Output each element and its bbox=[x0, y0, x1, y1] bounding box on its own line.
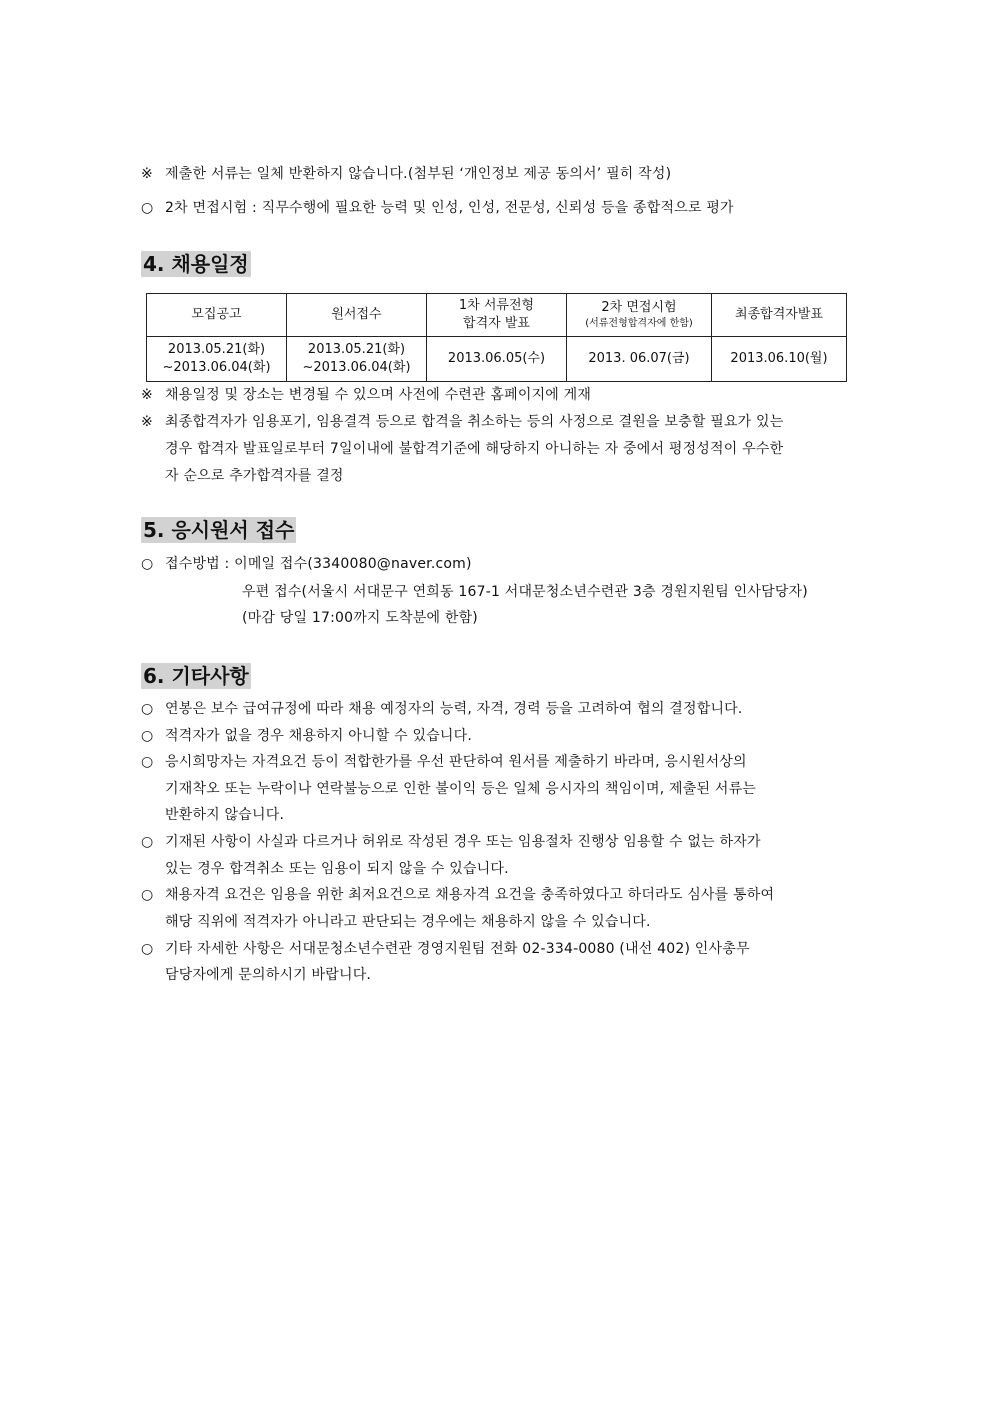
reference-mark: ※ bbox=[141, 387, 153, 403]
note-interview-criteria bbox=[141, 199, 734, 217]
cell-final-announcement: 2013.06.10(월) bbox=[712, 337, 847, 382]
circle-bullet: ○ bbox=[141, 200, 154, 216]
note-text: 기타 자세한 사항은 서대문청소년수련관 경영지원팀 전화 02-334-0080 (내선 402) 인사총무 bbox=[165, 941, 750, 957]
note-text: 채용일정 및 장소는 변경될 수 있으며 사전에 수련관 홈페이지에 게재 bbox=[165, 387, 592, 403]
note-documents-not-returned bbox=[141, 165, 671, 183]
etc-item bbox=[141, 940, 750, 958]
etc-item bbox=[141, 886, 774, 904]
schedule-table bbox=[146, 293, 847, 382]
header-second-round bbox=[567, 294, 712, 337]
etc-item-continued bbox=[141, 806, 284, 824]
section-5-heading: 5. 응시원서 접수 bbox=[143, 518, 295, 542]
note-text: 기재된 사항이 사실과 다르거나 허위로 작성된 경우 또는 임용절차 진행상 임용할 수 없는 하자가 bbox=[165, 834, 761, 850]
schedule-data-row bbox=[147, 337, 847, 382]
header-application: 원서접수 bbox=[287, 294, 427, 337]
submission-deadline-note: (마감 당일 17:00까지 도착분에 한함) bbox=[242, 610, 478, 626]
header-first-round bbox=[427, 294, 567, 337]
cell-recruit-notice bbox=[147, 337, 287, 382]
reference-mark: ※ bbox=[141, 414, 153, 430]
cell-second-round: 2013. 06.07(금) bbox=[567, 337, 712, 382]
header-final-announcement: 최종합격자발표 bbox=[712, 294, 847, 337]
note-text: 2차 면접시험 : 직무수행에 필요한 능력 및 인성, 인성, 전문성, 신뢰성 등을 종합적으로 평가 bbox=[165, 200, 734, 216]
schedule-header-row bbox=[147, 294, 847, 337]
circle-bullet: ○ bbox=[141, 834, 154, 850]
note-text: 최종합격자가 임용포기, 임용결격 등으로 합격을 취소하는 등의 사정으로 결원을 보충할 필요가 있는 bbox=[165, 414, 784, 430]
cell-date-start: 2013.05.21(화) bbox=[167, 342, 266, 357]
section-6-heading: 6. 기타사항 bbox=[143, 664, 249, 688]
note-text: 경우 합격자 발표일로부터 7일이내에 불합격기준에 해당하지 아니하는 자 중에서 평정성적이 우수한 bbox=[165, 441, 784, 457]
note-text: 기재착오 또는 누락이나 연락불능으로 인한 불이익 등은 일체 응시자의 책임이며, 제출된 서류는 bbox=[165, 781, 757, 797]
cell-first-round: 2013.06.05(수) bbox=[427, 337, 567, 382]
etc-item-continued bbox=[141, 913, 651, 931]
schedule-note bbox=[141, 467, 344, 485]
note-text: 반환하지 않습니다. bbox=[165, 807, 285, 823]
circle-bullet: ○ bbox=[141, 701, 154, 717]
schedule-note bbox=[141, 440, 783, 458]
header-first-round-line1: 1차 서류전형 bbox=[458, 298, 535, 313]
etc-item-continued bbox=[141, 860, 509, 878]
submission-method-email bbox=[141, 555, 472, 573]
header-recruit-notice: 모집공고 bbox=[147, 294, 287, 337]
note-text: 있는 경우 합격취소 또는 임용이 되지 않을 수 있습니다. bbox=[165, 861, 509, 877]
circle-bullet: ○ bbox=[141, 941, 154, 957]
circle-bullet: ○ bbox=[141, 754, 154, 770]
header-first-round-line2: 합격자 발표 bbox=[463, 316, 530, 331]
note-text: 채용자격 요건은 임용을 위한 최저요건으로 채용자격 요건을 충족하였다고 하더라도 심사를 통하여 bbox=[165, 887, 775, 903]
note-text: 연봉은 보수 급여규정에 따라 채용 예정자의 능력, 자격, 경력 등을 고려하여 협의 결정합니다. bbox=[165, 701, 743, 717]
note-text: 자 순으로 추가합격자를 결정 bbox=[165, 468, 344, 484]
section-4-heading: 4. 채용일정 bbox=[143, 252, 249, 276]
circle-bullet: ○ bbox=[141, 887, 154, 903]
schedule-note bbox=[141, 413, 783, 431]
cell-date-end: ~2013.06.04(화) bbox=[162, 360, 271, 375]
cell-application bbox=[287, 337, 427, 382]
note-text: 담당자에게 문의하시기 바랍니다. bbox=[165, 967, 372, 983]
etc-item bbox=[141, 753, 747, 771]
note-text: 해당 직위에 적격자가 아니라고 판단되는 경우에는 채용하지 않을 수 있습니다. bbox=[165, 914, 651, 930]
submission-method-mail: 우편 접수(서울시 서대문구 연희동 167-1 서대문청소년수련관 3층 경원지원팀 인사담당자) bbox=[242, 584, 808, 600]
note-text: 적격자가 없을 경우 채용하지 아니할 수 있습니다. bbox=[165, 728, 473, 744]
cell-date-end: ~2013.06.04(화) bbox=[302, 360, 411, 375]
header-second-round-line1: 2차 면접시험 bbox=[601, 300, 677, 315]
etc-item-continued bbox=[141, 966, 371, 984]
circle-bullet: ○ bbox=[141, 728, 154, 744]
header-second-round-note: (서류전형합격자에 한함) bbox=[585, 318, 693, 329]
cell-date-start: 2013.05.21(화) bbox=[307, 342, 406, 357]
reference-mark: ※ bbox=[141, 166, 153, 182]
schedule-note bbox=[141, 386, 591, 404]
circle-bullet: ○ bbox=[141, 556, 154, 572]
etc-item bbox=[141, 833, 761, 851]
note-text: 응시희망자는 자격요건 등이 적합한가를 우선 판단하여 원서를 제출하기 바라며, 응시원서상의 bbox=[165, 754, 747, 770]
etc-item bbox=[141, 727, 472, 745]
note-text: 제출한 서류는 일체 반환하지 않습니다.(첨부된 ‘개인정보 제공 동의서’ 필히 작성) bbox=[165, 166, 672, 182]
note-text: 접수방법 : 이메일 접수(3340080@naver.com) bbox=[165, 556, 472, 572]
etc-item-continued bbox=[141, 780, 756, 798]
etc-item bbox=[141, 700, 743, 718]
